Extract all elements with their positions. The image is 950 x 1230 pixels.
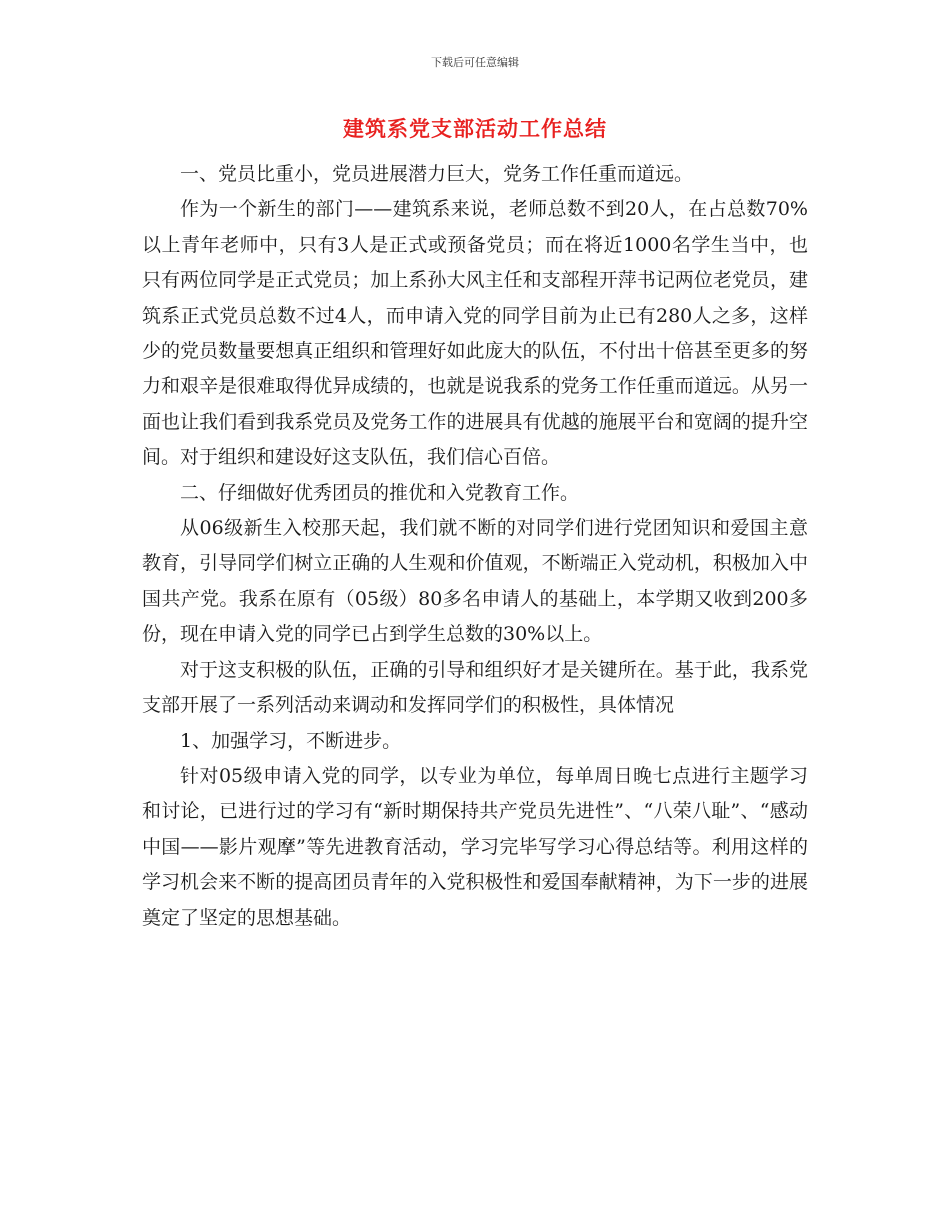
page-header: 下载后可任意编辑: [431, 56, 519, 69]
document-body: [142, 157, 808, 936]
paragraph: 从06级新生入校那天起，我们就不断的对同学们进行党团知识和爱国主意教育，引导同学们树立正确的人生观和价值观，不断端正入党动机，积极加入中国共产党。我系在原有（05级）80多名申请人的基础上，本学期又收到200多份，现在申请入党的同学已占到学生总数的30%以上。: [142, 517, 808, 646]
paragraph-section-1-heading: 一、党员比重小，党员进展潜力巨大，党务工作任重而道远。: [180, 163, 694, 185]
paragraph-section-2-heading: 二、仔细做好优秀团员的推优和入党教育工作。: [180, 481, 580, 504]
paragraph: 针对05级申请入党的同学，以专业为单位，每单周日晚七点进行主题学习和讨论，已进行过的学习有“新时期保持共产党员先进性”、“八荣八耻”、“感动中国——影片观摩”等先进教育活动，学习完毕写学习心得总结等。利用这样的学习机会来不断的提高团员青年的入党积极性和爱国奉献精神，为下一步的进展奠定了坚定的思想基础。: [142, 764, 808, 929]
paragraph: 作为一个新生的部门——建筑系来说，老师总数不到20人，在占总数70%以上青年老师中，只有3人是正式或预备党员；而在将近1000名学生当中，也只有两位同学是正式党员；加上系孙大风主任和支部程开萍书记两位老党员，建筑系正式党员总数不过4人，而申请入党的同学目前为止已有280人之多，这样少的党员数量要想真正组织和管理好如此庞大的队伍，不付出十倍甚至更多的努力和艰辛是很难取得优异成绩的，也就是说我系的党务工作任重而道远。从另一面也让我们看到我系党员及党务工作的进展具有优越的施展平台和宽阔的提升空间。对于组织和建设好这支队伍，我们信心百倍。: [142, 198, 808, 469]
paragraph: 对于这支积极的队伍，正确的引导和组织好才是关键所在。基于此，我系党支部开展了一系列活动来调动和发挥同学们的积极性，具体情况: [142, 658, 808, 717]
paragraph-subsection-heading: 1、加强学习，不断进步。: [180, 729, 402, 752]
document-title: 建筑系党支部活动工作总结: [343, 117, 607, 141]
